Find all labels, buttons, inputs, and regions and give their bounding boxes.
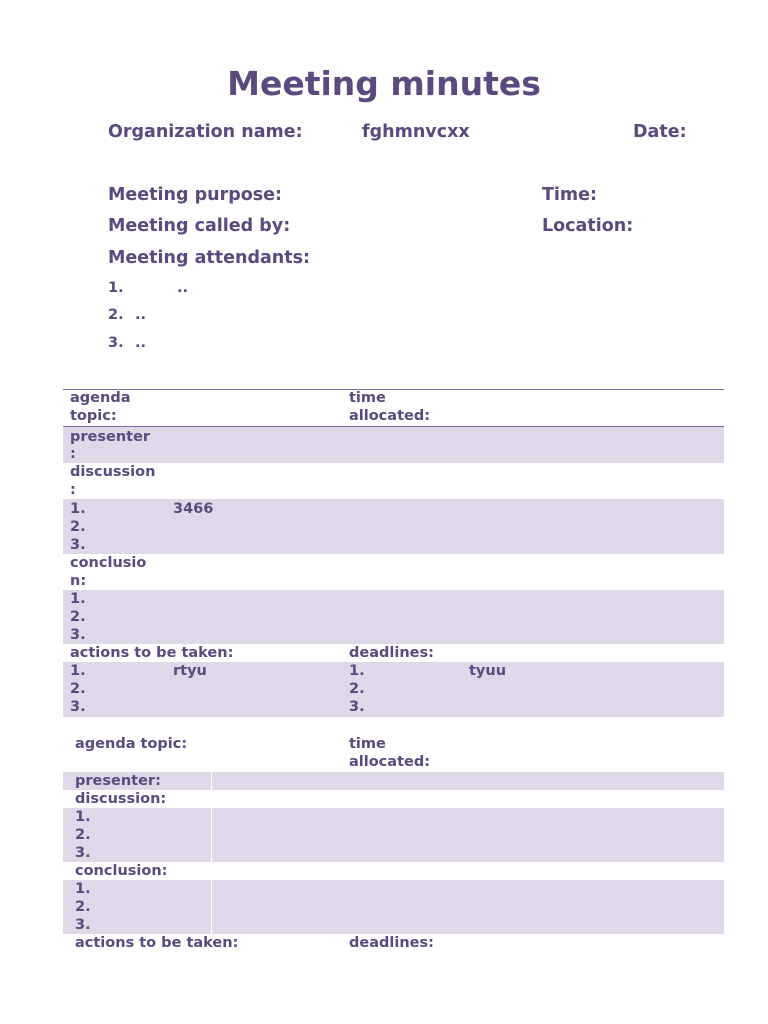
presenter-label-line1: presenter: [70, 429, 151, 445]
time-allocated-label-line2: allocated:: [349, 754, 431, 770]
agenda-table-1: [63, 389, 724, 717]
agenda-topic-label: agenda topic:: [75, 736, 188, 752]
list-item-number: 2.: [70, 609, 86, 625]
list-item-number: 3.: [75, 917, 91, 933]
list-item-number: 1.: [75, 881, 91, 897]
location-label: Location:: [542, 216, 634, 236]
organization-name-label: Organization name:: [108, 122, 303, 142]
list-item-number: 3.: [70, 627, 86, 643]
date-label: Date:: [633, 122, 687, 142]
agenda-topic-label-line1: agenda: [70, 390, 131, 406]
page-title: Meeting minutes: [227, 64, 541, 103]
agenda-table-2: [63, 735, 724, 955]
deadlines-label: deadlines:: [349, 935, 434, 951]
list-item-number: 2.: [349, 681, 365, 697]
list-item-number: 3.: [349, 699, 365, 715]
time-allocated-label-line1: time: [349, 390, 386, 406]
attendant-name[interactable]: ..: [177, 280, 189, 296]
actions-items-row: [63, 662, 724, 717]
column-divider: [211, 772, 212, 790]
conclusion-row: [63, 862, 724, 880]
agenda-topic-row: [63, 735, 724, 772]
deadline-item-text[interactable]: tyuu: [469, 663, 507, 679]
presenter-label: presenter:: [75, 773, 161, 789]
list-item-number: 1.: [70, 663, 86, 679]
actions-header-row: [63, 644, 724, 662]
discussion-row: [63, 463, 724, 499]
organization-name-value[interactable]: fghmnvcxx: [362, 122, 470, 142]
discussion-items-row: [63, 808, 724, 862]
discussion-item-text[interactable]: 3466: [173, 501, 214, 517]
conclusion-items-row: [63, 880, 724, 934]
list-item-number: 3.: [75, 845, 91, 861]
agenda-topic-label-line2: topic:: [70, 408, 117, 424]
actions-label: actions to be taken:: [75, 935, 239, 951]
attendant-name[interactable]: ..: [135, 307, 147, 323]
conclusion-label: conclusion:: [75, 863, 168, 879]
column-divider: [211, 808, 212, 862]
deadlines-label: deadlines:: [349, 645, 434, 661]
actions-header-row: [63, 934, 724, 952]
conclusion-row: [63, 554, 724, 590]
attendant-number: 1.: [108, 280, 124, 296]
meeting-called-by-label: Meeting called by:: [108, 216, 291, 236]
discussion-row: [63, 790, 724, 808]
list-item-number: 2.: [75, 827, 91, 843]
list-item-number: 2.: [70, 681, 86, 697]
presenter-label-line2: :: [70, 446, 76, 462]
actions-label: actions to be taken:: [70, 645, 234, 661]
list-item-number: 1.: [349, 663, 365, 679]
discussion-label-line2: :: [70, 482, 76, 498]
attendant-number: 3.: [108, 335, 124, 351]
list-item-number: 1.: [70, 591, 86, 607]
attendant-number: 2.: [108, 307, 124, 323]
discussion-label: discussion:: [75, 791, 167, 807]
conclusion-items-row: [63, 590, 724, 644]
discussion-label-line1: discussion: [70, 464, 156, 480]
attendant-name[interactable]: ..: [135, 335, 147, 351]
conclusion-label-line2: n:: [70, 573, 87, 589]
column-divider: [211, 880, 212, 934]
meeting-purpose-label: Meeting purpose:: [108, 185, 283, 205]
time-allocated-label-line2: allocated:: [349, 408, 431, 424]
list-item-number: 2.: [70, 519, 86, 535]
time-allocated-label-line1: time: [349, 736, 386, 752]
agenda-topic-row: [63, 389, 724, 426]
presenter-row: [63, 427, 724, 463]
list-item-number: 3.: [70, 699, 86, 715]
list-item-number: 1.: [75, 809, 91, 825]
action-item-text[interactable]: rtyu: [173, 663, 207, 679]
list-item-number: 2.: [75, 899, 91, 915]
time-label: Time:: [542, 185, 598, 205]
list-item-number: 1.: [70, 501, 86, 517]
presenter-row: [63, 772, 724, 790]
conclusion-label-line1: conclusio: [70, 555, 147, 571]
list-item-number: 3.: [70, 537, 86, 553]
meeting-attendants-label: Meeting attendants:: [108, 248, 311, 268]
discussion-items-row: [63, 499, 724, 554]
